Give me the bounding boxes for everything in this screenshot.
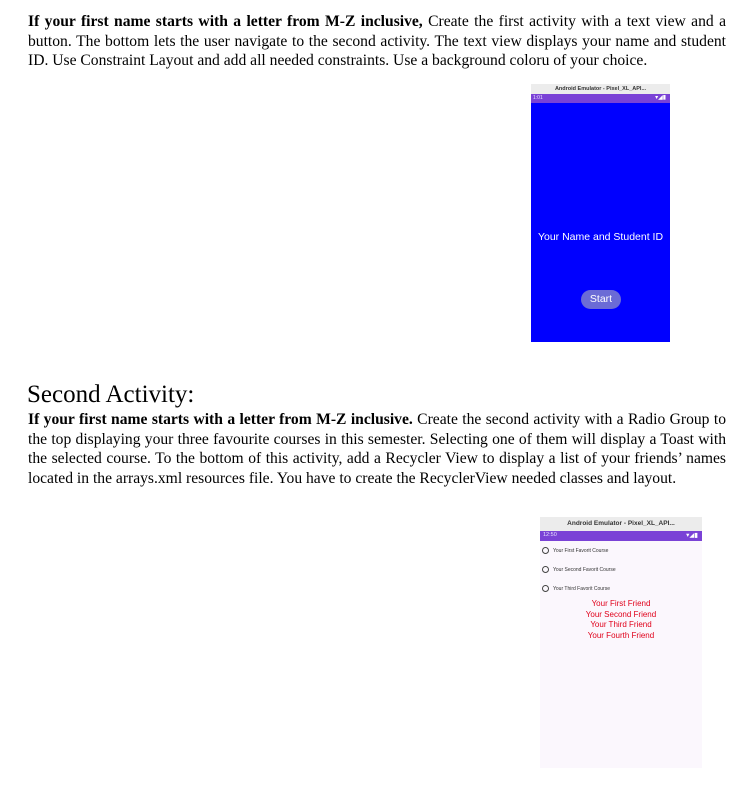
- emulator1-statusbar: [531, 94, 670, 103]
- emulator1-titlebar: Android Emulator - Pixel_XL_API...: [531, 84, 670, 94]
- section2-bold-lead: If your first name starts with a letter from M-Z inclusive.: [28, 411, 413, 428]
- friends-recycler-view[interactable]: [540, 599, 702, 641]
- emulator1-screen: [531, 103, 670, 342]
- radio-option-label: Your Second Favorit Course: [553, 566, 616, 573]
- friend-list-item: Your First Friend: [591, 599, 651, 608]
- emulator2-statusbar: [540, 531, 702, 541]
- radio-circle-icon[interactable]: [542, 566, 549, 573]
- section2-paragraph: [28, 410, 726, 488]
- radio-option-3[interactable]: [542, 585, 610, 592]
- friend-list-item: Your Fourth Friend: [587, 630, 655, 640]
- radio-option-1[interactable]: [542, 547, 608, 554]
- friend-list-item: Your Second Friend: [585, 609, 657, 619]
- radio-option-2[interactable]: [542, 566, 616, 573]
- emulator1-time: 1:01: [533, 95, 543, 101]
- friend-list-item: Your Third Friend: [590, 620, 652, 630]
- emulator2-screenshot: [540, 517, 702, 768]
- second-activity-heading: Second Activity:: [27, 381, 195, 408]
- emulator2-titlebar: Android Emulator - Pixel_XL_API...: [540, 517, 702, 531]
- section1-paragraph: [28, 12, 726, 71]
- section1-bold-lead: If your first name starts with a letter from M-Z inclusive,: [28, 13, 423, 30]
- radio-option-label: Your Third Favorit Course: [553, 585, 610, 592]
- status-icons: ▾◢▮: [686, 531, 698, 539]
- radio-circle-icon[interactable]: [542, 585, 549, 592]
- name-student-id-textview: Your Name and Student ID: [537, 231, 664, 243]
- radio-circle-icon[interactable]: [542, 547, 549, 554]
- emulator2-time: 12:50: [543, 532, 557, 538]
- radio-option-label: Your First Favorit Course: [553, 547, 609, 554]
- status-icons: ▾◢▮: [655, 94, 666, 101]
- section2-body: Create the second activity with a Radio Group to the top displaying your three favourite courses in this semester. Selecting one of them will display a Toast with the selected course. To the bottom of this activity, add a Recycler View to display a list of your friends’ names located in the arrays.xml resources file. You have to create the RecyclerView needed classes and layout.: [28, 411, 726, 487]
- section1-body: Create the first activity with a text view and a button. The bottom lets the user navigate to the second activity. The text view displays your name and student ID. Use Constraint Layout and add all needed constraints. Use a background coloru of your choice.: [28, 13, 726, 69]
- start-button[interactable]: Start: [581, 290, 621, 309]
- emulator1-screenshot: [531, 84, 670, 342]
